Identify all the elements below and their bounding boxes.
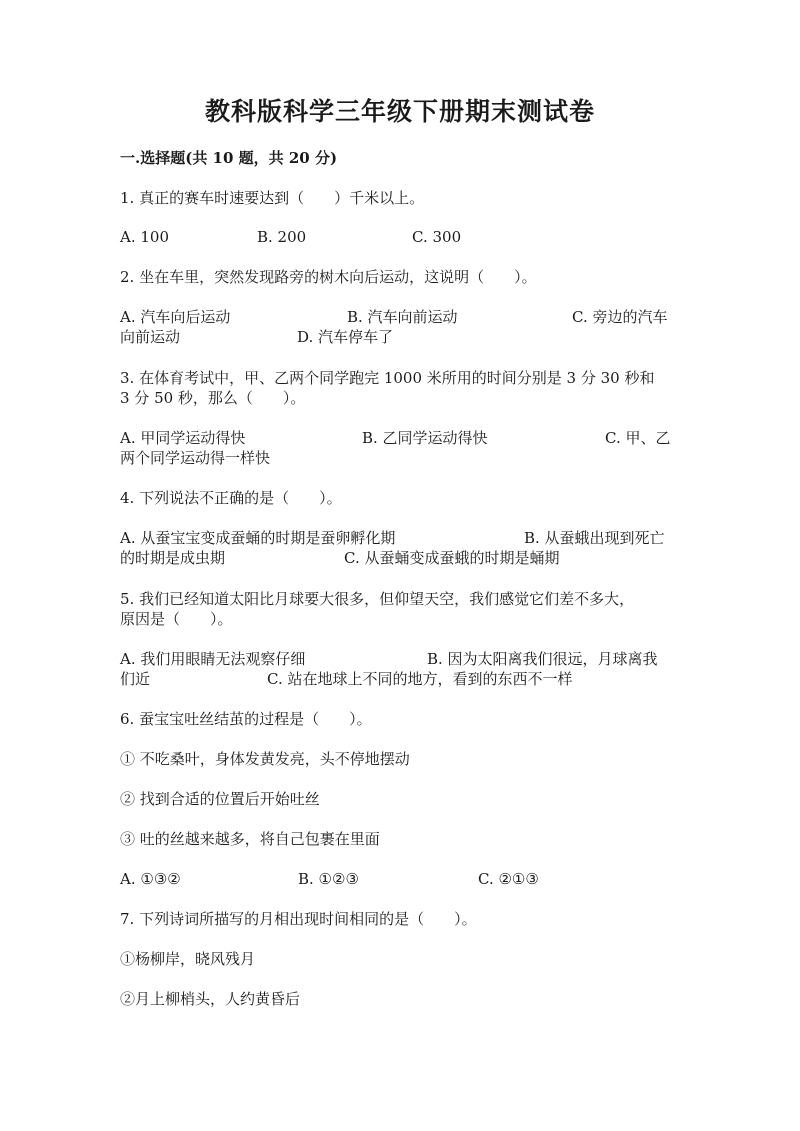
question-1-option-c: C. 300 [412,228,462,246]
question-3-option-c-continued: 两个同学运动得一样快 [120,449,271,467]
question-1-option-a: A. 100 [120,228,169,246]
question-4-stem: 4. 下列说法不正确的是（ ）。 [120,489,342,507]
question-6-item-3: ③ 吐的丝越来越多，将自己包裹在里面 [120,830,380,848]
question-6-option-a: A. ①③② [120,870,181,888]
question-6-option-c: C. ②①③ [478,870,539,888]
question-1-option-b: B. 200 [257,228,307,246]
question-2-option-d: D. 汽车停车了 [297,328,394,346]
question-3-option-a: A. 甲同学运动得快 [120,429,246,447]
question-5-option-c: C. 站在地球上不同的地方，看到的东西不一样 [267,670,573,688]
question-5-stem-line2: 原因是（ ）。 [120,610,233,628]
question-6-item-1: ① 不吃桑叶，身体发黄发亮，头不停地摆动 [120,750,410,768]
question-7-item-2: ②月上柳梢头，人约黄昏后 [120,990,301,1008]
question-6-option-b: B. ①②③ [298,870,359,888]
question-1-stem: 1. 真正的赛车时速要达到（ ）千米以上。 [120,189,425,207]
question-2-option-c-continued: 向前运动 [120,328,181,346]
question-3-option-b: B. 乙同学运动得快 [362,429,488,447]
question-3-stem-line2: 3 分 50 秒，那么（ ）。 [120,389,306,407]
question-3-option-c: C. 甲、乙 [605,429,671,447]
page-title: 教科版科学三年级下册期末测试卷 [204,97,595,126]
question-5-option-b-continued: 们近 [120,670,151,688]
question-4-option-b: B. 从蚕蛾出现到死亡 [524,529,665,547]
question-5-option-b: B. 因为太阳离我们很远，月球离我 [427,650,658,668]
question-2-option-a: A. 汽车向后运动 [120,308,231,326]
question-2-stem: 2. 坐在车里，突然发现路旁的树木向后运动，这说明（ ）。 [120,268,537,286]
question-6-stem: 6. 蚕宝宝吐丝结茧的过程是（ ）。 [120,710,372,728]
question-4-option-a: A. 从蚕宝宝变成蚕蛹的时期是蚕卵孵化期 [120,529,396,547]
section-heading: 一.选择题(共 10 题，共 20 分) [120,149,338,167]
question-7-item-1: ①杨柳岸，晓风残月 [120,950,256,968]
question-6-item-2: ② 找到合适的位置后开始吐丝 [120,790,320,808]
question-5-stem-line1: 5. 我们已经知道太阳比月球要大很多，但仰望天空，我们感觉它们差不多大， [120,590,635,608]
question-5-option-a: A. 我们用眼睛无法观察仔细 [120,650,306,668]
question-2-option-c: C. 旁边的汽车 [572,308,668,326]
question-3-stem-line1: 3. 在体育考试中，甲、乙两个同学跑完 1000 米所用的时间分别是 3 分 30 秒和 [120,369,655,387]
question-2-option-b: B. 汽车向前运动 [347,308,458,326]
question-7-stem: 7. 下列诗词所描写的月相出现时间相同的是（ ）。 [120,910,477,928]
question-4-option-c: C. 从蚕蛹变成蚕蛾的时期是蛹期 [344,549,560,567]
question-4-option-b-continued: 的时期是成虫期 [120,549,226,567]
